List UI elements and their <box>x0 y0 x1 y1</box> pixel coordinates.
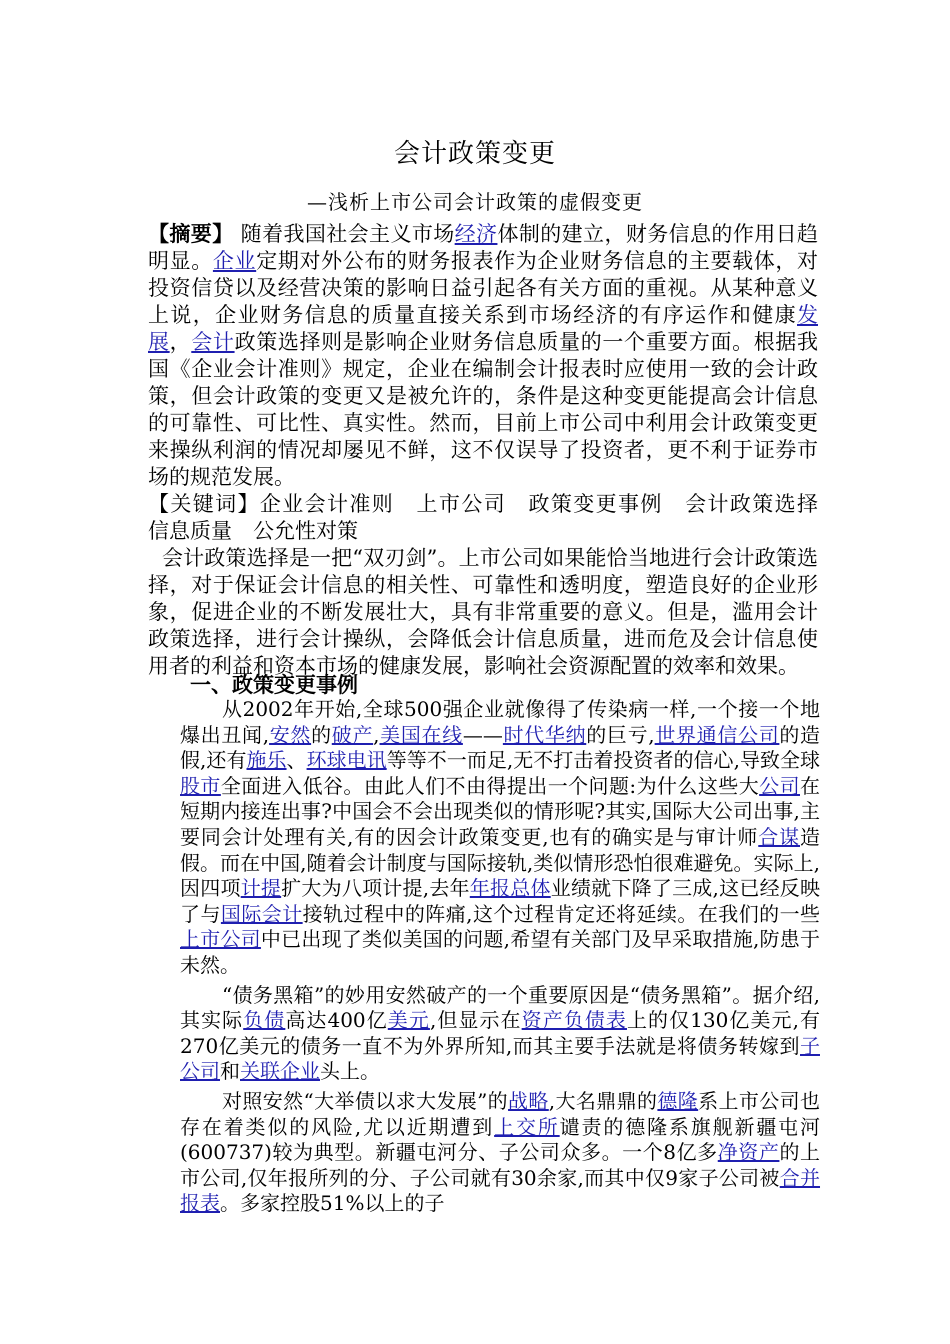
link-enron[interactable]: 安然 <box>269 722 312 747</box>
link-global-crossing[interactable]: 环球电讯 <box>306 748 387 773</box>
text-run: 业绩就下降了三成,这已经反映了与 <box>180 876 821 926</box>
link-consolidated-statements[interactable]: 合并报表 <box>180 1165 821 1216</box>
text-run: ， <box>169 330 192 354</box>
link-balance-sheet[interactable]: 资产负债表 <box>521 1008 627 1033</box>
text-run: 。多家控股51%以上的子 <box>220 1191 445 1216</box>
document-subtitle: —浅析上市公司会计政策的虚假变更 <box>307 190 643 214</box>
text-run: 系上市公司也存在着类似的风险,尤以近期遭到 <box>180 1088 821 1139</box>
link-bankruptcy[interactable]: 破产 <box>331 722 374 747</box>
intro-paragraph: 会计政策选择是一把“双刃剑”。上市公司如果能恰当地进行会计政策选择，对于保证会计信息的相关性、可靠性和透明度，塑造良好的企业形象，促进企业的不断发展壮大，具有非常重要的意义。但是，滥用会计政策选择，进行会计操纵，会降低会计信息质量，进而危及会计信息使用者的利益和资本市场的健康发展，影响社会资源配置的效率和效果。 <box>148 546 818 678</box>
text-run: 高达400亿 <box>285 1008 388 1033</box>
body-lower <box>180 673 820 1217</box>
link-liabilities[interactable]: 负债 <box>243 1008 286 1033</box>
text-run: 的 <box>311 722 332 747</box>
text-run: 在短期内接连出事?中国会不会出现类似的情形呢?其实,国际大公司出事,主要同会计处理有关,有的因会计政策变更,也有的确实是与审计师 <box>180 773 820 849</box>
link-strategy[interactable]: 战略 <box>508 1088 549 1113</box>
link-company[interactable]: 公司 <box>759 773 800 798</box>
link-sse[interactable]: 上交所 <box>494 1114 560 1139</box>
link-economy[interactable]: 经济 <box>454 222 498 246</box>
text-run: 的巨亏, <box>586 722 655 747</box>
link-usd[interactable]: 美元 <box>387 1008 430 1033</box>
text-run: 造假。而在中国,随着会计制度与国际接轨,类似情形恐怕很难避免。实际上,因四项 <box>180 824 821 901</box>
text-run: 中已出现了类似美国的问题,希望有关部门及早采取措施,防患于未然。 <box>180 927 821 977</box>
abstract-paragraph <box>148 220 818 491</box>
link-development[interactable]: 发展 <box>148 303 818 354</box>
paragraph-3 <box>180 1089 820 1217</box>
keywords-paragraph: 【关键词】企业会计准则 上市公司 政策变更事例 会计政策选择 信息质量 公允性对策 <box>148 492 839 543</box>
link-net-assets[interactable]: 净资产 <box>717 1140 780 1165</box>
text-run: 体制的建立，财务信息的作用日趋明显。 <box>148 222 819 273</box>
link-stock-market[interactable]: 股市 <box>180 773 221 798</box>
document-title: 会计政策变更 <box>393 139 556 169</box>
text-run: 接轨过程中的阵痛,这个过程肯定还将延续。在我们的一些 <box>302 901 821 926</box>
text-run: 全面进入低谷。由此人们不由得提出一个问题:为什么这些大 <box>220 773 760 798</box>
text-run: 头上。 <box>320 1059 380 1084</box>
link-international-accounting[interactable]: 国际会计 <box>220 901 303 926</box>
text-run: 的上市公司,仅年报所列的分、子公司就有30余家,而其中仅9家子公司被 <box>180 1140 821 1190</box>
text-run: 随着我国社会主义市场 <box>240 222 455 246</box>
text-run: 扩大为八项计提,去年 <box>281 876 470 901</box>
text-run: 上的仅130亿美元,有270亿美元的债务一直不为外界所知,而其主要手法就是将债务转嫁到 <box>180 1008 821 1058</box>
text-run: 政策选择则是影响企业财务信息质量的一个重要方面。根据我国《企业会计准则》规定，企业在编制会计报表时应使用一致的会计政策，但会计政策的变更又是被允许的，条件是这种变更能提高会计信息的可靠性、可比性、真实性。然而，目前上市公司中利用会计政策变更来操纵利润的情况却屡见不鲜，这不仅误导了投资者，更不利于证券市场的规范发展。 <box>148 330 819 489</box>
link-time-warner[interactable]: 时代华纳 <box>502 722 587 747</box>
body-upper <box>148 220 839 680</box>
link-annual-report[interactable]: 年报总体 <box>469 876 551 901</box>
paragraph-2 <box>180 983 820 1085</box>
text-run: , <box>373 722 380 747</box>
link-aol[interactable]: 美国在线 <box>379 722 463 747</box>
text-run: ,但显示在 <box>429 1008 522 1033</box>
paragraph-1 <box>180 697 820 979</box>
text-run: 对照安然“大举债以求大发展”的 <box>222 1088 509 1113</box>
link-affiliated-enterprise[interactable]: 关联企业 <box>240 1059 320 1084</box>
link-xerox[interactable]: 施乐 <box>246 748 287 773</box>
text-run: 和 <box>220 1059 240 1084</box>
text-run: 从2002年开始,全球500强企业就像得了传染病一样,一个接一个地爆出丑闻, <box>180 697 820 747</box>
text-run: ,大名鼎鼎的 <box>548 1088 658 1113</box>
link-worldcom[interactable]: 世界通信公司 <box>654 722 780 747</box>
text-run: 、 <box>286 748 307 773</box>
link-subsidiary[interactable]: 子公司 <box>180 1033 820 1084</box>
text-run: “债务黑箱”的妙用安然破产的一个重要原因是“债务黑箱”。据介绍,其实际 <box>180 982 820 1033</box>
link-delong[interactable]: 德隆 <box>657 1088 699 1113</box>
text-run: —— <box>462 722 503 747</box>
link-enterprise[interactable]: 企业 <box>212 249 257 273</box>
link-listed-company[interactable]: 上市公司 <box>180 927 261 952</box>
link-accounting[interactable]: 会计 <box>191 330 235 354</box>
link-collusion[interactable]: 合谋 <box>758 824 801 849</box>
abstract-label: 【摘要】 <box>148 221 234 246</box>
section-heading-1: 一、政策变更事例 <box>190 672 358 697</box>
text-run: 等等不一而足,无不打击着投资者的信心,导致全球 <box>386 748 821 773</box>
text-run: 谴责的德隆系旗舰新疆屯河(600737)较为典型。新疆屯河分、子公司众多。一个8亿多 <box>180 1114 821 1165</box>
link-provision[interactable]: 计提 <box>240 876 282 901</box>
text-run: 定期对外公布的财务报表作为企业财务信息的主要载体，对投资信贷以及经营决策的影响日益引起各有关方面的重视。从某种意义上说，企业财务信息的质量直接关系到市场经济的有序运作和健康 <box>148 249 819 327</box>
text-run: 的造假,还有 <box>180 722 821 773</box>
